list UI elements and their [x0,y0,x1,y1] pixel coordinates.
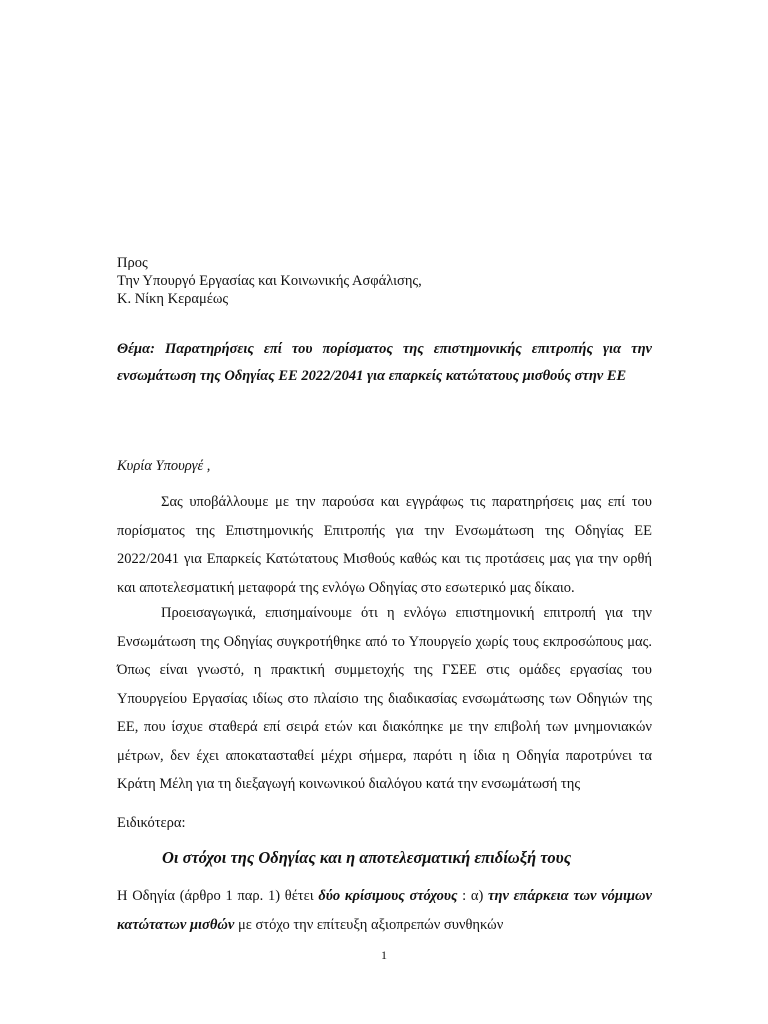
recipient-name: Κ. Νίκη Κεραμέως [117,291,229,307]
paragraph-3-text-2: : α) [457,888,489,904]
subject-line: Θέμα: Παρατηρήσεις επί του πορίσματος της επιστημονικής επιτροπής για την ενσωμάτωση της Οδηγίας ΕΕ 2022/2041 για επαρκείς κατώτατους μισθούς στην ΕΕ [117,341,652,384]
section-heading: Οι στόχοι της Οδηγίας και η αποτελεσματική επιδίωξή τους [162,848,572,867]
body-paragraph-3 [117,882,652,939]
paragraph-3-emphasis-2: την επάρκεια των νόμιμων κατώτατων μισθών [117,888,652,933]
paragraph-3-emphasis-1: δύο κρίσιμους στόχους [318,888,458,904]
salutation: Κυρία Υπουργέ , [117,458,211,474]
page-number: 1 [381,948,387,962]
recipient-office: Την Υπουργό Εργασίας και Κοινωνικής Ασφάλισης, [117,273,422,289]
paragraph-3-text-1: Η Οδηγία (άρθρο 1 παρ. 1) θέτει [117,888,319,904]
recipient-block [117,254,422,308]
body-paragraph-1: Σας υποβάλλουμε με την παρούσα και εγγράφως τις παρατηρήσεις μας επί του πορίσματος της Επιστημονικής Επιτροπής για την Ενσωμάτωση της Οδηγίας ΕΕ 2022/2041 για Επαρκείς Κατώτατους Μισθούς καθώς και τις προτάσεις μας για την ορθή και αποτελεσματική μεταφορά της ενλόγω Οδηγίας στο εσωτερικό μας δίκαιο. [117,494,652,596]
body-paragraph-2: Προεισαγωγικά, επισημαίνουμε ότι η ενλόγω επιστημονική επιτροπή για την Ενσωμάτωση της Οδηγίας συγκροτήθηκε από το Υπουργείο χωρίς τους εκπροσώπους μας. Όπως είναι γνωστό, η πρακτική συμμετοχής της ΓΣΕΕ στις ομάδες εργασίας του Υπουργείου Εργασίας ιδίως στο πλαίσιο της διαδικασίας ενσωμάτωσης των Οδηγιών της ΕΕ, που ίσχυε σταθερά επί σειρά ετών και διακόπηκε με την επιβολή των μνημονιακών μέτρων, δεν έχει αποκατασταθεί μέχρι σήμερα, παρότι η ίδια η Οδηγία παροτρύνει τα Κράτη Μέλη για τη διεξαγωγή κοινωνικού διαλόγου κατά την ενσωμάτωσή της [117,605,652,792]
specifically-label: Ειδικότερα: [117,815,186,831]
paragraph-3-text-3: με στόχο την επίτευξη αξιοπρεπών συνθηκών [234,916,504,933]
recipient-to: Προς [117,255,148,271]
